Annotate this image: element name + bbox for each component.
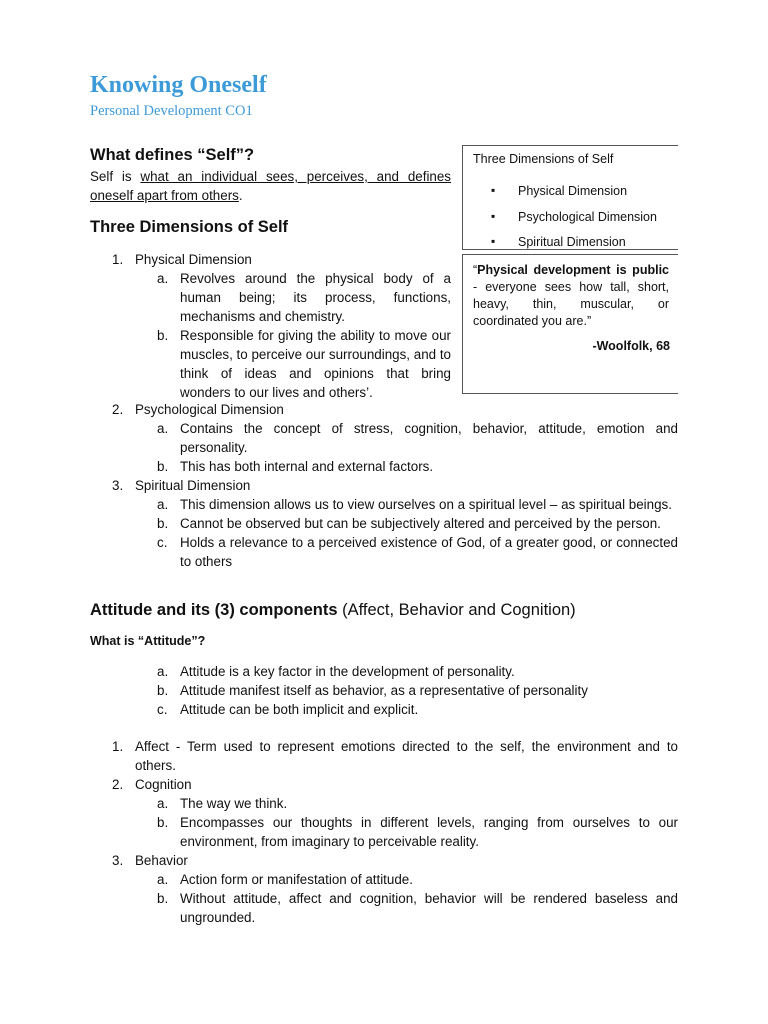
attitude-heading-bold: Attitude and its (3) components bbox=[90, 601, 338, 619]
components-list-part1 bbox=[90, 737, 678, 794]
list-item-text: Holds a relevance to a perceived existence of God, of a greater good, or connected to others bbox=[180, 535, 678, 569]
self-definition bbox=[90, 167, 451, 205]
list-marker: 2. bbox=[112, 777, 124, 792]
list-item bbox=[90, 269, 451, 326]
list-item-text: Encompasses our thoughts in different levels, ranging from ourselves to our environment, from imaginary to perceivable reality. bbox=[180, 815, 678, 849]
list-item bbox=[90, 326, 451, 402]
spiritual-subitems bbox=[90, 495, 678, 571]
self-heading: What defines “Self”? bbox=[90, 146, 255, 164]
list-item-label: Physical Dimension bbox=[135, 252, 252, 267]
summary-item-spiritual: Spiritual Dimension bbox=[518, 235, 626, 249]
list-marker: b. bbox=[157, 683, 169, 698]
list-item bbox=[90, 794, 678, 813]
list-item-label: Behavior bbox=[135, 853, 188, 868]
physical-subitems bbox=[90, 269, 451, 402]
dimensions-summary-box bbox=[462, 145, 678, 250]
list-marker: 1. bbox=[112, 252, 124, 267]
self-definition-underlined: what an individual sees, perceives, and defines oneself apart from others bbox=[90, 169, 452, 203]
summary-item-psychological: Psychological Dimension bbox=[518, 210, 657, 224]
list-item bbox=[90, 514, 678, 533]
list-marker: b. bbox=[157, 328, 169, 343]
attitude-subheading: What is “Attitude”? bbox=[90, 634, 206, 648]
list-marker: a. bbox=[157, 421, 169, 436]
list-item bbox=[90, 476, 678, 495]
page-subtitle: Personal Development CO1 bbox=[90, 103, 253, 119]
list-item bbox=[90, 870, 678, 889]
list-item-label: Affect - Term used to represent emotions directed to the self, the environment and to others. bbox=[135, 739, 678, 773]
list-item bbox=[90, 662, 678, 681]
attitude-heading bbox=[90, 601, 576, 620]
bullet-icon: ▪ bbox=[491, 209, 496, 223]
list-marker: a. bbox=[157, 872, 169, 887]
attitude-heading-normal: (Affect, Behavior and Cognition) bbox=[337, 601, 576, 619]
list-marker: a. bbox=[157, 497, 169, 512]
summary-item-physical: Physical Dimension bbox=[518, 184, 628, 198]
quote-author: -Woolfolk, 68 bbox=[592, 339, 670, 353]
list-item bbox=[90, 851, 678, 870]
list-marker: b. bbox=[157, 815, 169, 830]
list-item-text: Cannot be observed but can be subjectively altered and perceived by the person. bbox=[180, 516, 661, 531]
self-definition-prefix: Self is bbox=[90, 169, 141, 184]
dimensions-list-part2 bbox=[90, 400, 678, 419]
list-item-text: Contains the concept of stress, cognition, behavior, attitude, emotion and personality. bbox=[180, 421, 678, 455]
attitude-points bbox=[90, 662, 678, 719]
page-title: Knowing Oneself bbox=[90, 72, 267, 98]
list-item bbox=[90, 250, 451, 269]
list-item-label: Psychological Dimension bbox=[135, 402, 284, 417]
list-item bbox=[90, 495, 678, 514]
self-definition-suffix: . bbox=[238, 188, 243, 203]
list-marker: a. bbox=[157, 271, 169, 286]
list-marker: 1. bbox=[112, 739, 124, 754]
list-item bbox=[90, 400, 678, 419]
summary-box-title: Three Dimensions of Self bbox=[473, 152, 614, 166]
list-item bbox=[90, 419, 678, 457]
list-item-text: Responsible for giving the ability to move our muscles, to perceive our surroundings, and to think of ideas and opinions that bring wonders to our lives and others’. bbox=[180, 328, 451, 400]
list-item-text: This dimension allows us to view ourselves on a spiritual level – as spiritual beings. bbox=[180, 497, 672, 512]
list-item-text: Attitude is a key factor in the development of personality. bbox=[180, 664, 515, 679]
dimensions-heading: Three Dimensions of Self bbox=[90, 218, 289, 236]
list-item-text: Attitude can be both implicit and explicit. bbox=[180, 702, 419, 717]
list-marker: c. bbox=[157, 535, 168, 550]
list-item bbox=[90, 813, 678, 851]
quote-bold-text: Physical development is public bbox=[477, 263, 669, 277]
list-marker: a. bbox=[157, 796, 169, 811]
behavior-subitems bbox=[90, 870, 678, 927]
dimensions-list-part1 bbox=[90, 250, 451, 269]
list-item bbox=[90, 681, 678, 700]
components-list-part2 bbox=[90, 851, 678, 870]
psychological-subitems bbox=[90, 419, 678, 476]
list-item-text: Attitude manifest itself as behavior, as a representative of personality bbox=[180, 683, 588, 698]
list-marker: c. bbox=[157, 702, 168, 717]
quote-text bbox=[473, 262, 669, 330]
quote-box bbox=[462, 254, 678, 394]
list-marker: a. bbox=[157, 664, 169, 679]
list-item-text: Revolves around the physical body of a human being; its process, functions, mechanisms and chemistry. bbox=[180, 271, 451, 324]
list-marker: 2. bbox=[112, 402, 124, 417]
list-item bbox=[90, 889, 678, 927]
list-item-label: Spiritual Dimension bbox=[135, 478, 251, 493]
cognition-subitems bbox=[90, 794, 678, 851]
list-marker: 3. bbox=[112, 853, 124, 868]
list-marker: b. bbox=[157, 891, 169, 906]
bullet-icon: ▪ bbox=[491, 234, 496, 248]
list-item bbox=[90, 457, 678, 476]
list-marker: 3. bbox=[112, 478, 124, 493]
list-item-text: Action form or manifestation of attitude. bbox=[180, 872, 413, 887]
list-item bbox=[90, 533, 678, 571]
list-marker: b. bbox=[157, 459, 169, 474]
list-item-text: The way we think. bbox=[180, 796, 288, 811]
dimensions-list-part3 bbox=[90, 476, 678, 495]
list-item-text: This has both internal and external factors. bbox=[180, 459, 434, 474]
list-item-label: Cognition bbox=[135, 777, 192, 792]
list-item bbox=[90, 737, 678, 775]
list-item-text: Without attitude, affect and cognition, behavior will be rendered baseless and ungrounded. bbox=[180, 891, 678, 925]
quote-rest-text: - everyone sees how tall, short, heavy, thin, muscular, or coordinated you are.” bbox=[473, 280, 669, 328]
quote-open-mark: “ bbox=[473, 263, 478, 277]
list-item bbox=[90, 700, 678, 719]
list-item bbox=[90, 775, 678, 794]
bullet-icon: ▪ bbox=[491, 183, 496, 197]
list-marker: b. bbox=[157, 516, 169, 531]
